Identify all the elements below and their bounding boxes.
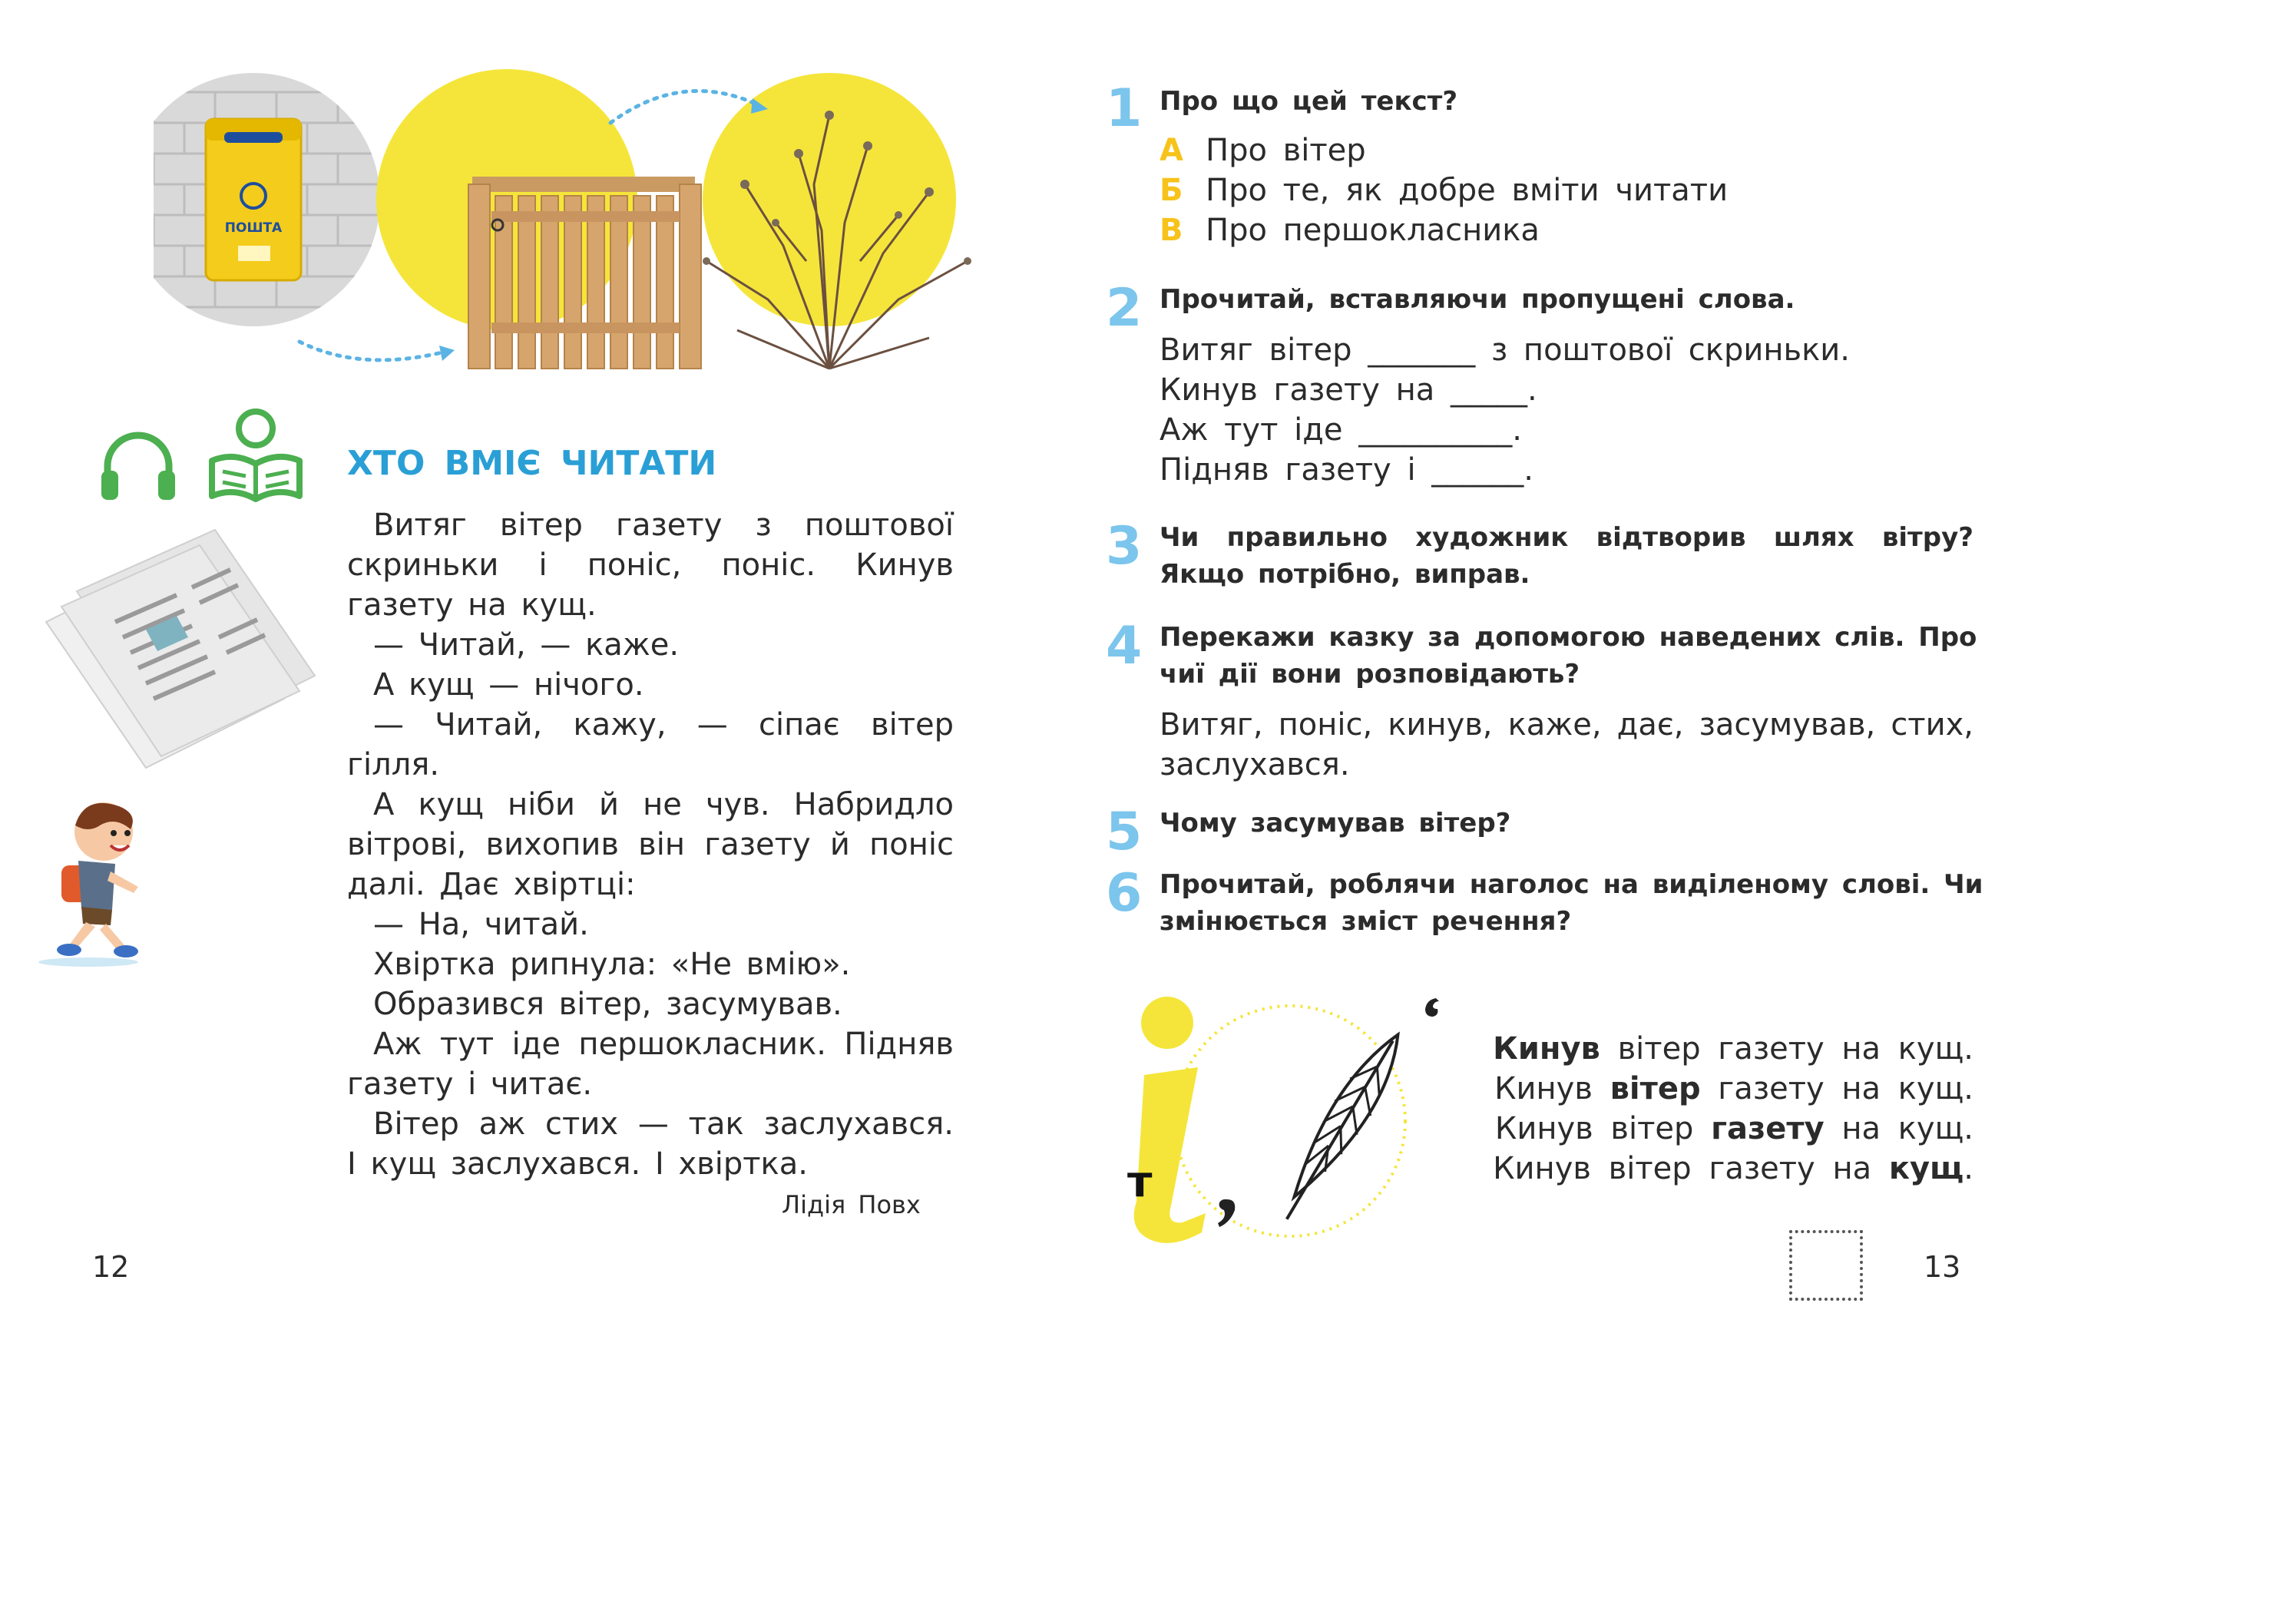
task-number: 3 bbox=[1106, 516, 1143, 577]
newspapers-picture bbox=[31, 522, 323, 776]
task-question bbox=[1160, 866, 1983, 940]
option-letter: Б bbox=[1160, 173, 1183, 208]
answer-options bbox=[1160, 131, 1728, 250]
wind-path-illustration bbox=[154, 69, 1021, 376]
fill-in-line: Витяг вітер _______ з поштової скриньки. bbox=[1160, 332, 1850, 368]
story-line: Вітер аж стих — так заслухався. bbox=[373, 1106, 954, 1142]
stress-sentence bbox=[1482, 1149, 1973, 1189]
sentence-part: Кинув bbox=[1494, 1071, 1610, 1106]
gate-picture bbox=[376, 69, 701, 369]
task-question: Чому засумував вітер? bbox=[1160, 808, 1511, 838]
option-letter: В bbox=[1160, 213, 1183, 248]
fill-in-line: Кинув газету на _____. bbox=[1160, 372, 1537, 408]
stressed-word: газету bbox=[1711, 1111, 1825, 1146]
sentence-part: газету на кущ. bbox=[1700, 1071, 1973, 1106]
reading-icon bbox=[206, 405, 306, 505]
question-line: чиї дії вони розповідають? bbox=[1160, 659, 1580, 690]
fill-in-lines bbox=[1160, 330, 1850, 490]
story-line: газету і читає. bbox=[347, 1067, 593, 1102]
task-number: 2 bbox=[1106, 278, 1143, 339]
option-text: Про першокласника bbox=[1206, 213, 1540, 248]
word-list-line: Витяг, поніс, кинув, каже, дає, засумував, стих, bbox=[1160, 707, 1973, 743]
story-line: А кущ — нічого. bbox=[373, 667, 644, 703]
fill-in-line: Аж тут іде __________. bbox=[1160, 412, 1522, 448]
story-text bbox=[347, 505, 954, 1184]
page-number-right: 13 bbox=[1924, 1250, 1961, 1284]
sentence-part: Кинув вітер bbox=[1494, 1111, 1712, 1146]
story-line: А кущ ніби й не чув. Набридло bbox=[373, 787, 954, 822]
bush-picture bbox=[703, 73, 971, 369]
option-text: Про вітер bbox=[1206, 133, 1366, 168]
story-line: — Читай, кажу, — сіпає вітер bbox=[373, 707, 954, 743]
stress-sentence bbox=[1482, 1069, 1973, 1109]
task-number: 6 bbox=[1106, 863, 1143, 924]
stress-sentence bbox=[1482, 1109, 1973, 1149]
logo-letter: т bbox=[1127, 1157, 1153, 1207]
mailbox-label: ПОШТА bbox=[224, 220, 283, 236]
story-title: ХТО ВМІЄ ЧИТАТИ bbox=[347, 444, 717, 483]
word-list bbox=[1160, 705, 1973, 785]
story-line: — Читай, — каже. bbox=[373, 627, 680, 663]
story-line: газету на кущ. bbox=[347, 587, 597, 623]
stressed-word: Кинув bbox=[1493, 1031, 1600, 1067]
stress-sentence bbox=[1482, 1029, 1973, 1069]
story-line: гілля. bbox=[347, 747, 440, 782]
sentence-part: . bbox=[1964, 1151, 1973, 1186]
story-line: Аж тут іде першокласник. Підняв bbox=[373, 1027, 954, 1062]
headphones-icon bbox=[98, 426, 178, 503]
stressed-word: кущ bbox=[1888, 1151, 1964, 1186]
task-number: 4 bbox=[1106, 616, 1143, 676]
word-list-line: заслухався. bbox=[1160, 747, 1350, 782]
stress-sentences bbox=[1482, 1029, 1973, 1189]
story-line: скриньки і поніс, поніс. Кинув bbox=[347, 547, 954, 583]
sentence-part: на кущ. bbox=[1824, 1111, 1973, 1146]
story-author: Лідія Повх bbox=[782, 1190, 921, 1219]
info-feather-logo bbox=[1098, 983, 1467, 1267]
question-line: Прочитай, роблячи наголос на виділеному слові. Чи bbox=[1160, 869, 1983, 900]
page-number-left: 12 bbox=[92, 1250, 130, 1284]
self-check-box[interactable] bbox=[1789, 1230, 1863, 1301]
running-boy-picture bbox=[31, 795, 161, 971]
sentence-part: вітер газету на кущ. bbox=[1600, 1031, 1973, 1067]
answer-option bbox=[1160, 131, 1728, 170]
story-line: Образився вітер, засумував. bbox=[373, 987, 842, 1022]
answer-option bbox=[1160, 210, 1728, 250]
answer-option bbox=[1160, 170, 1728, 210]
option-text: Про те, як добре вміти читати bbox=[1206, 173, 1729, 208]
stressed-word: вітер bbox=[1610, 1071, 1701, 1106]
option-letter: А bbox=[1160, 133, 1183, 168]
story-line: Хвіртка рипнула: «Не вмію». bbox=[373, 947, 851, 982]
question-line: Чи правильно художник відтворив шлях вітру? bbox=[1160, 522, 1973, 553]
story-line: далі. Дає хвіртці: bbox=[347, 867, 636, 902]
task-question: Про що цей текст? bbox=[1160, 86, 1458, 117]
fill-in-line: Підняв газету і ______. bbox=[1160, 452, 1533, 488]
story-line: Витяг вітер газету з поштової bbox=[373, 508, 954, 543]
story-line: — На, читай. bbox=[373, 907, 589, 942]
task-number: 1 bbox=[1106, 78, 1143, 139]
task-question bbox=[1160, 519, 1973, 593]
question-line: змінюється зміст речення? bbox=[1160, 906, 1572, 937]
task-question: Прочитай, вставляючи пропущені слова. bbox=[1160, 284, 1795, 315]
question-line: Якщо потрібно, виправ. bbox=[1160, 559, 1530, 590]
task-question bbox=[1160, 619, 1977, 693]
sentence-part: Кинув вітер газету на bbox=[1493, 1151, 1889, 1186]
task-number: 5 bbox=[1106, 802, 1143, 862]
story-line: вітрові, вихопив він газету й поніс bbox=[347, 827, 954, 862]
story-line: І кущ заслухався. І хвіртка. bbox=[347, 1146, 808, 1182]
question-line: Перекажи казку за допомогою наведених слів. Про bbox=[1160, 622, 1977, 653]
mailbox-picture bbox=[154, 73, 384, 326]
